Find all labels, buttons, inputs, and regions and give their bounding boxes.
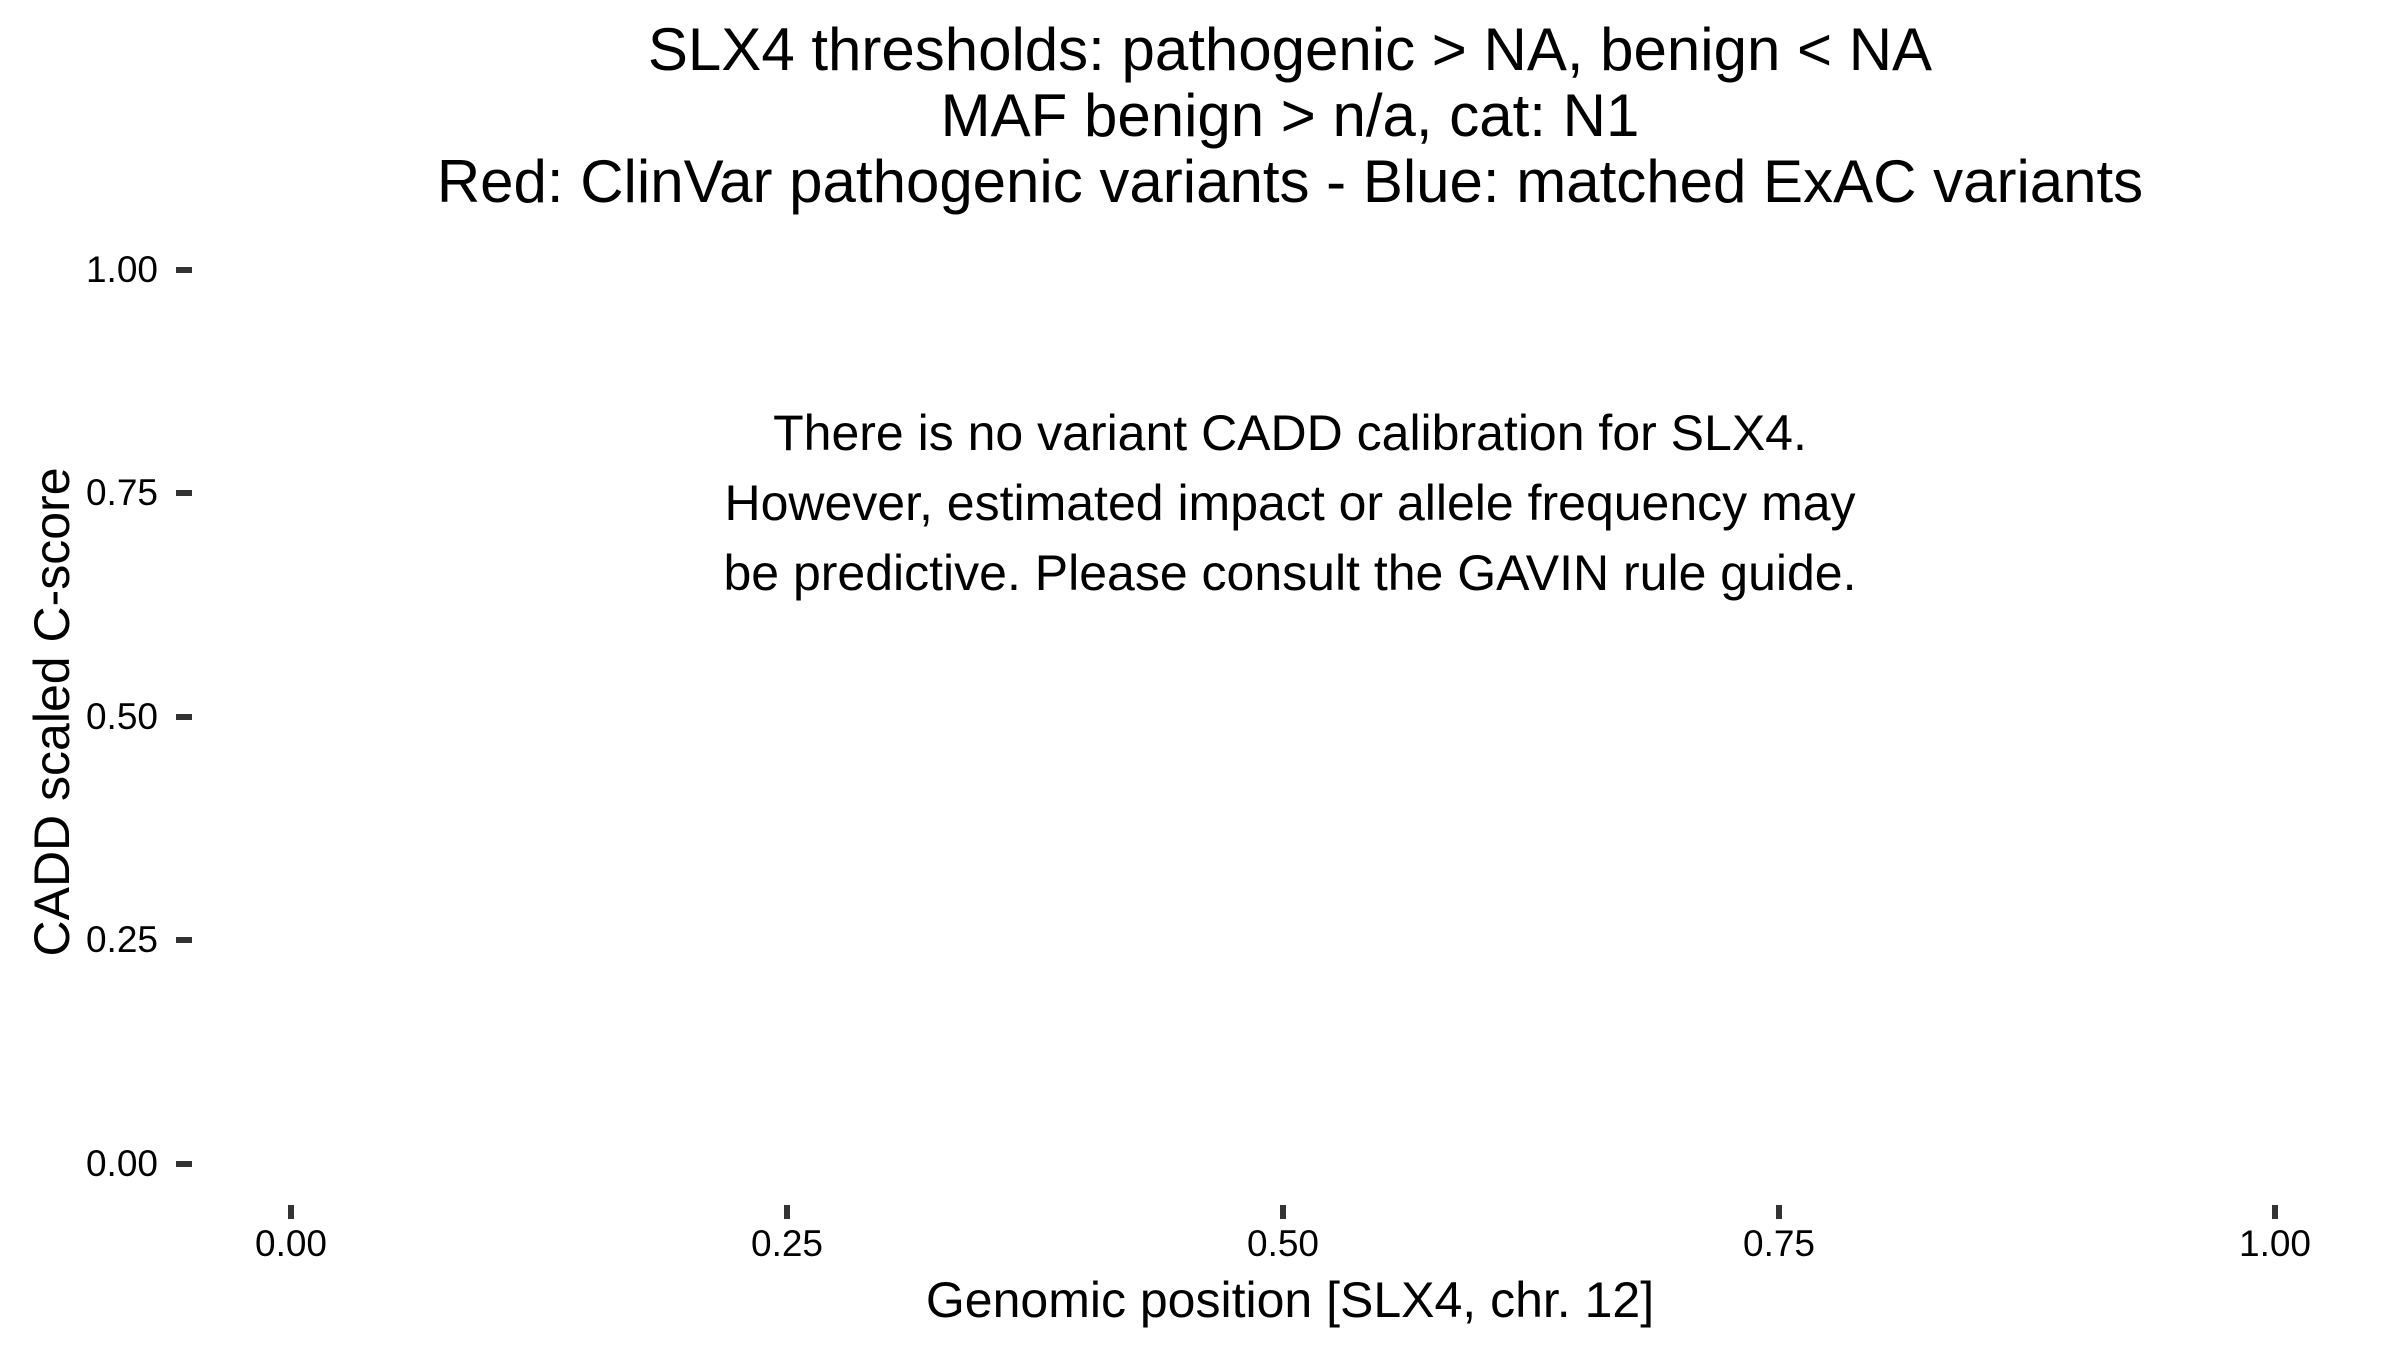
y-tick-mark bbox=[176, 267, 192, 273]
plot-title-line-1: SLX4 thresholds: pathogenic > NA, benign < NA bbox=[647, 16, 1933, 83]
x-tick-label: 0.00 bbox=[254, 1223, 328, 1264]
x-axis-title: Genomic position [SLX4, chr. 12] bbox=[925, 1272, 1655, 1328]
x-tick-mark bbox=[1280, 1205, 1286, 1219]
y-tick-mark bbox=[176, 1161, 192, 1167]
annotation-line-1: There is no variant CADD calibration for SLX4. bbox=[773, 405, 1807, 461]
x-tick-label: 1.00 bbox=[2238, 1223, 2312, 1264]
x-tick-label: 0.25 bbox=[750, 1223, 824, 1264]
x-tick-mark bbox=[288, 1205, 294, 1219]
x-tick-mark bbox=[784, 1205, 790, 1219]
annotation-line-3: be predictive. Please consult the GAVIN rule guide. bbox=[723, 545, 1857, 601]
y-tick-label: 1.00 bbox=[85, 249, 158, 290]
plot-annotation bbox=[0, 398, 2400, 608]
plot-title-line-2: MAF benign > n/a, cat: N1 bbox=[940, 82, 1640, 149]
plot-title-line-3: Red: ClinVar pathogenic variants - Blue: matched ExAC variants bbox=[436, 148, 2144, 215]
plot-title bbox=[0, 17, 2400, 215]
y-tick-label: 0.75 bbox=[85, 472, 158, 513]
y-axis-title: CADD scaled C-score bbox=[24, 467, 80, 957]
y-tick-label: 0.00 bbox=[85, 1143, 158, 1184]
y-tick-label: 0.25 bbox=[85, 919, 158, 960]
y-tick-mark bbox=[176, 714, 192, 720]
x-tick-label: 0.50 bbox=[1246, 1223, 1320, 1264]
x-tick-mark bbox=[2272, 1205, 2278, 1219]
annotation-line-2: However, estimated impact or allele frequency may bbox=[724, 475, 1856, 531]
y-tick-mark bbox=[176, 490, 192, 496]
y-tick-mark bbox=[176, 937, 192, 943]
y-tick-label: 0.50 bbox=[85, 696, 158, 737]
x-tick-mark bbox=[1776, 1205, 1782, 1219]
x-tick-label: 0.75 bbox=[1742, 1223, 1816, 1264]
